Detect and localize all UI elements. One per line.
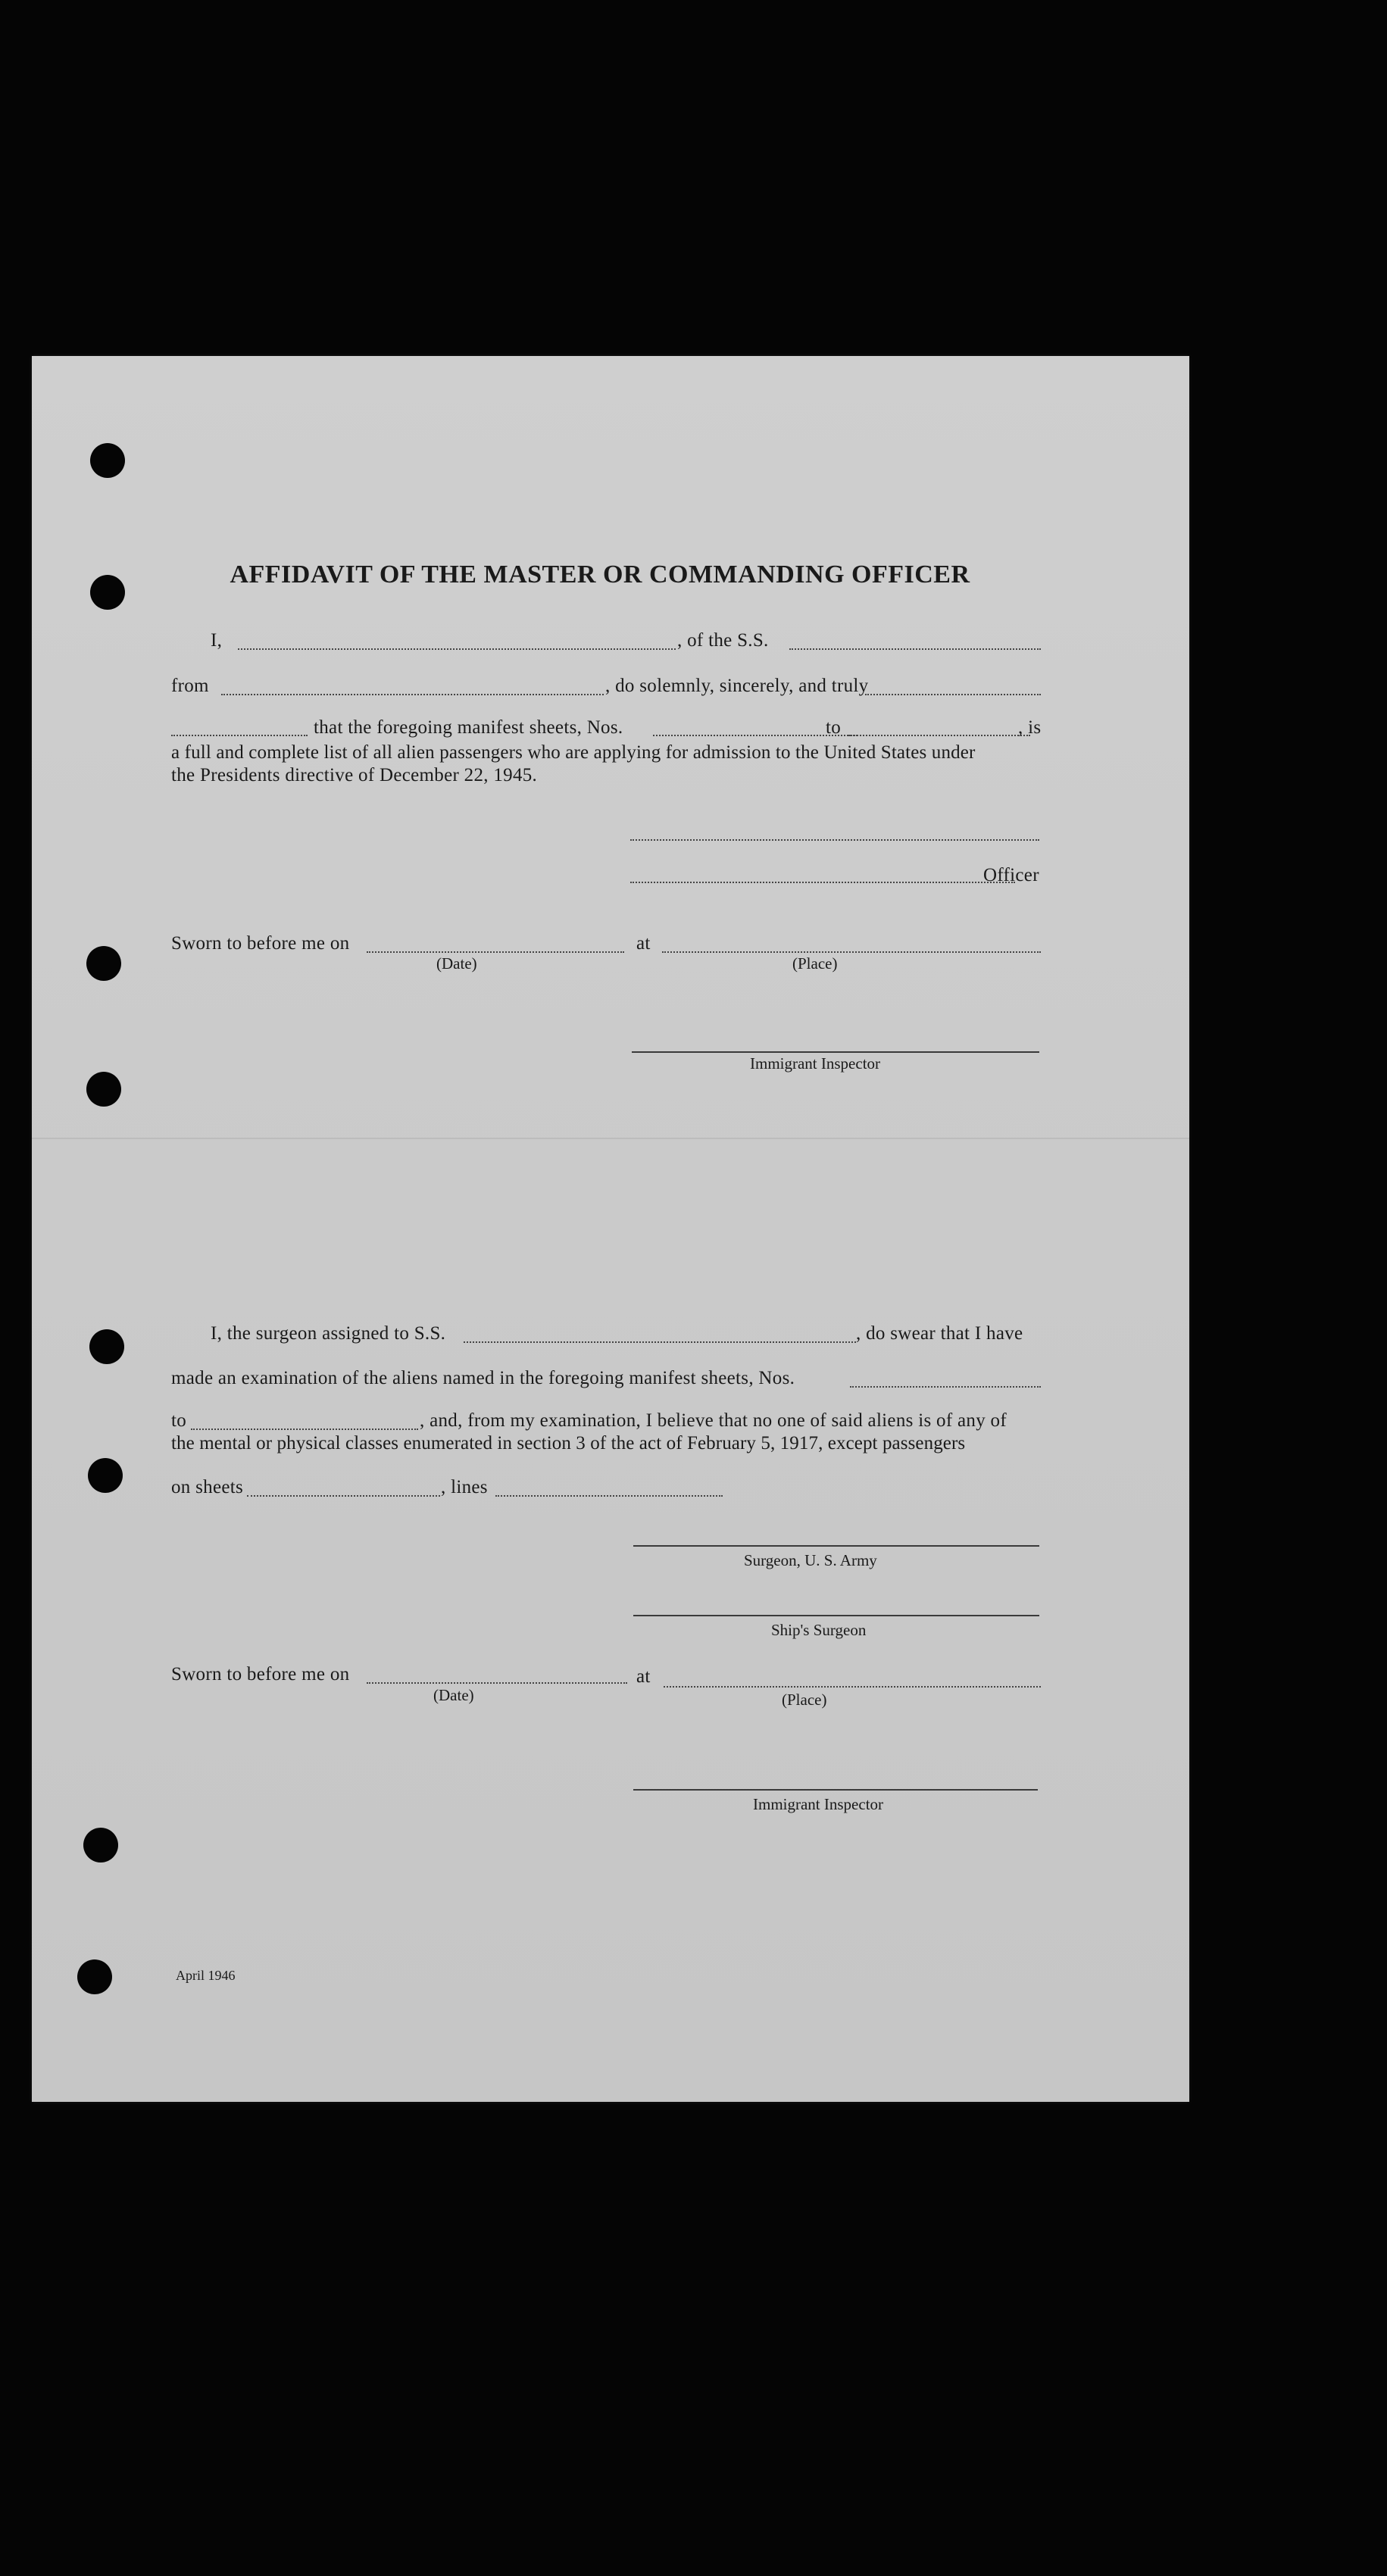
surgeon-sworn-date-field[interactable] xyxy=(367,1682,627,1684)
from-port-field[interactable] xyxy=(221,694,604,695)
army-surgeon-signature-line[interactable] xyxy=(633,1545,1039,1547)
surgeon-line-3: , and, from my examination, I believe that no one of said aliens is of any of xyxy=(420,1410,1007,1431)
master-name-field[interactable] xyxy=(238,648,676,650)
surgeon-to-label: to xyxy=(171,1410,187,1431)
from-label: from xyxy=(171,676,209,696)
inspector-signature-line[interactable] xyxy=(632,1051,1039,1053)
surgeon-place-caption: (Place) xyxy=(782,1691,827,1709)
punch-hole xyxy=(88,1458,123,1493)
surgeon-sworn-place-field[interactable] xyxy=(664,1686,1041,1688)
sworn-label: Sworn to before me on xyxy=(171,933,350,954)
surgeon-line-1: I, the surgeon assigned to S.S. xyxy=(211,1323,446,1344)
surgeon-line-4: the mental or physical classes enumerated in section 3 of the act of February 5, 1917, except passengers xyxy=(171,1433,966,1453)
ships-surgeon-caption: Ship's Surgeon xyxy=(771,1621,867,1639)
punch-hole xyxy=(83,1828,118,1863)
punch-hole xyxy=(90,443,125,478)
manifest-to-field[interactable] xyxy=(848,735,1030,736)
affidavit-title: AFFIDAVIT OF THE MASTER OR COMMANDING OFFICER xyxy=(230,560,970,589)
at-label: at xyxy=(636,933,651,954)
surgeon-inspector-signature-line[interactable] xyxy=(633,1789,1038,1791)
inspector-caption: Immigrant Inspector xyxy=(750,1054,881,1073)
surgeon-at-label: at xyxy=(636,1666,651,1687)
punch-hole xyxy=(77,1959,112,1994)
lines-label: , lines xyxy=(441,1477,488,1497)
officer-label: Officer xyxy=(983,865,1039,885)
lines-field[interactable] xyxy=(495,1495,723,1497)
officer-signature-line-2[interactable] xyxy=(630,882,1015,883)
surgeon-swear-text: , do swear that I have xyxy=(856,1323,1023,1344)
punch-hole xyxy=(90,575,125,610)
surgeon-sworn-label: Sworn to before me on xyxy=(171,1664,350,1685)
ship-label: , of the S.S. xyxy=(677,630,769,651)
punch-hole xyxy=(89,1329,124,1364)
surgeon-to-field[interactable] xyxy=(191,1429,418,1430)
surgeon-ship-field[interactable] xyxy=(464,1341,856,1343)
sheets-field[interactable] xyxy=(247,1495,440,1497)
sheets-label: on sheets xyxy=(171,1477,244,1497)
form-date: April 1946 xyxy=(176,1968,236,1983)
place-caption: (Place) xyxy=(792,954,838,973)
statement-line-5: the Presidents directive of December 22, 1945. xyxy=(171,765,538,785)
swear-continued-field[interactable] xyxy=(171,735,308,736)
statement-line-4: a full and complete list of all alien passengers who are applying for admission to the United States under xyxy=(171,742,976,763)
to-label: to xyxy=(826,717,842,738)
surgeon-date-caption: (Date) xyxy=(433,1686,474,1704)
army-surgeon-caption: Surgeon, U. S. Army xyxy=(744,1551,877,1569)
officer-signature-line-1[interactable] xyxy=(630,839,1039,841)
surgeon-line-2: made an examination of the aliens named in the foregoing manifest sheets, Nos. xyxy=(171,1368,795,1388)
swear-type-field[interactable] xyxy=(865,694,1041,695)
page-fold-line xyxy=(32,1138,1189,1139)
surgeon-nos-field[interactable] xyxy=(850,1386,1041,1388)
punch-hole xyxy=(86,946,121,981)
ship-name-field[interactable] xyxy=(789,648,1041,650)
sworn-place-field[interactable] xyxy=(662,951,1041,953)
date-caption: (Date) xyxy=(436,954,477,973)
swear-text: , do solemnly, sincerely, and truly xyxy=(605,676,869,696)
punch-hole xyxy=(86,1072,121,1107)
affidavit-i-label: I, xyxy=(211,630,223,651)
document-page xyxy=(32,356,1189,2102)
is-text: , is xyxy=(1018,717,1042,738)
surgeon-inspector-caption: Immigrant Inspector xyxy=(753,1795,884,1813)
ships-surgeon-signature-line[interactable] xyxy=(633,1615,1039,1616)
manifest-text: that the foregoing manifest sheets, Nos. xyxy=(314,717,623,738)
sworn-date-field[interactable] xyxy=(367,951,624,953)
